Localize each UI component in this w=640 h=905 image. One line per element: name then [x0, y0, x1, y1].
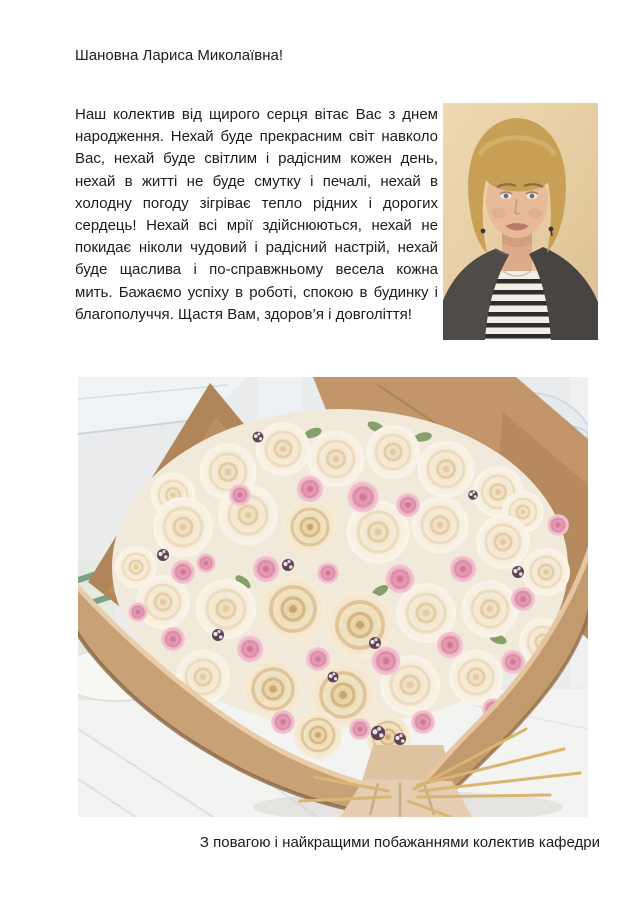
portrait-photo	[443, 103, 598, 340]
closing-line: З повагою і найкращими побажаннями колектив кафедри	[199, 834, 600, 851]
body-paragraph: Наш колектив від щирого серця вітає Вас з днем народження. Нехай буде прекрасним світ навколо Вас, нехай буде світлим і радісним кожен день, нехай в житті не буде смутку і печалі, нехай в холодну погоду зігріває тепло рідних і дорогих сердець! Нехай всі мрії здійснюються, нехай не покидає ніколи чудовий і радісний настрій, нехай буде щаслива і по-справжньому весела кожна мить. Бажаємо успіху в роботі, спокою в будинку і благополуччя. Щастя Вам, здоров’я і довголіття!	[75, 106, 438, 323]
bouquet-photo	[78, 377, 588, 817]
bouquet-photo-illustration	[78, 377, 588, 817]
greeting-heading: Шановна Лариса Миколаївна!	[75, 47, 284, 64]
portrait-photo-illustration	[443, 103, 598, 340]
